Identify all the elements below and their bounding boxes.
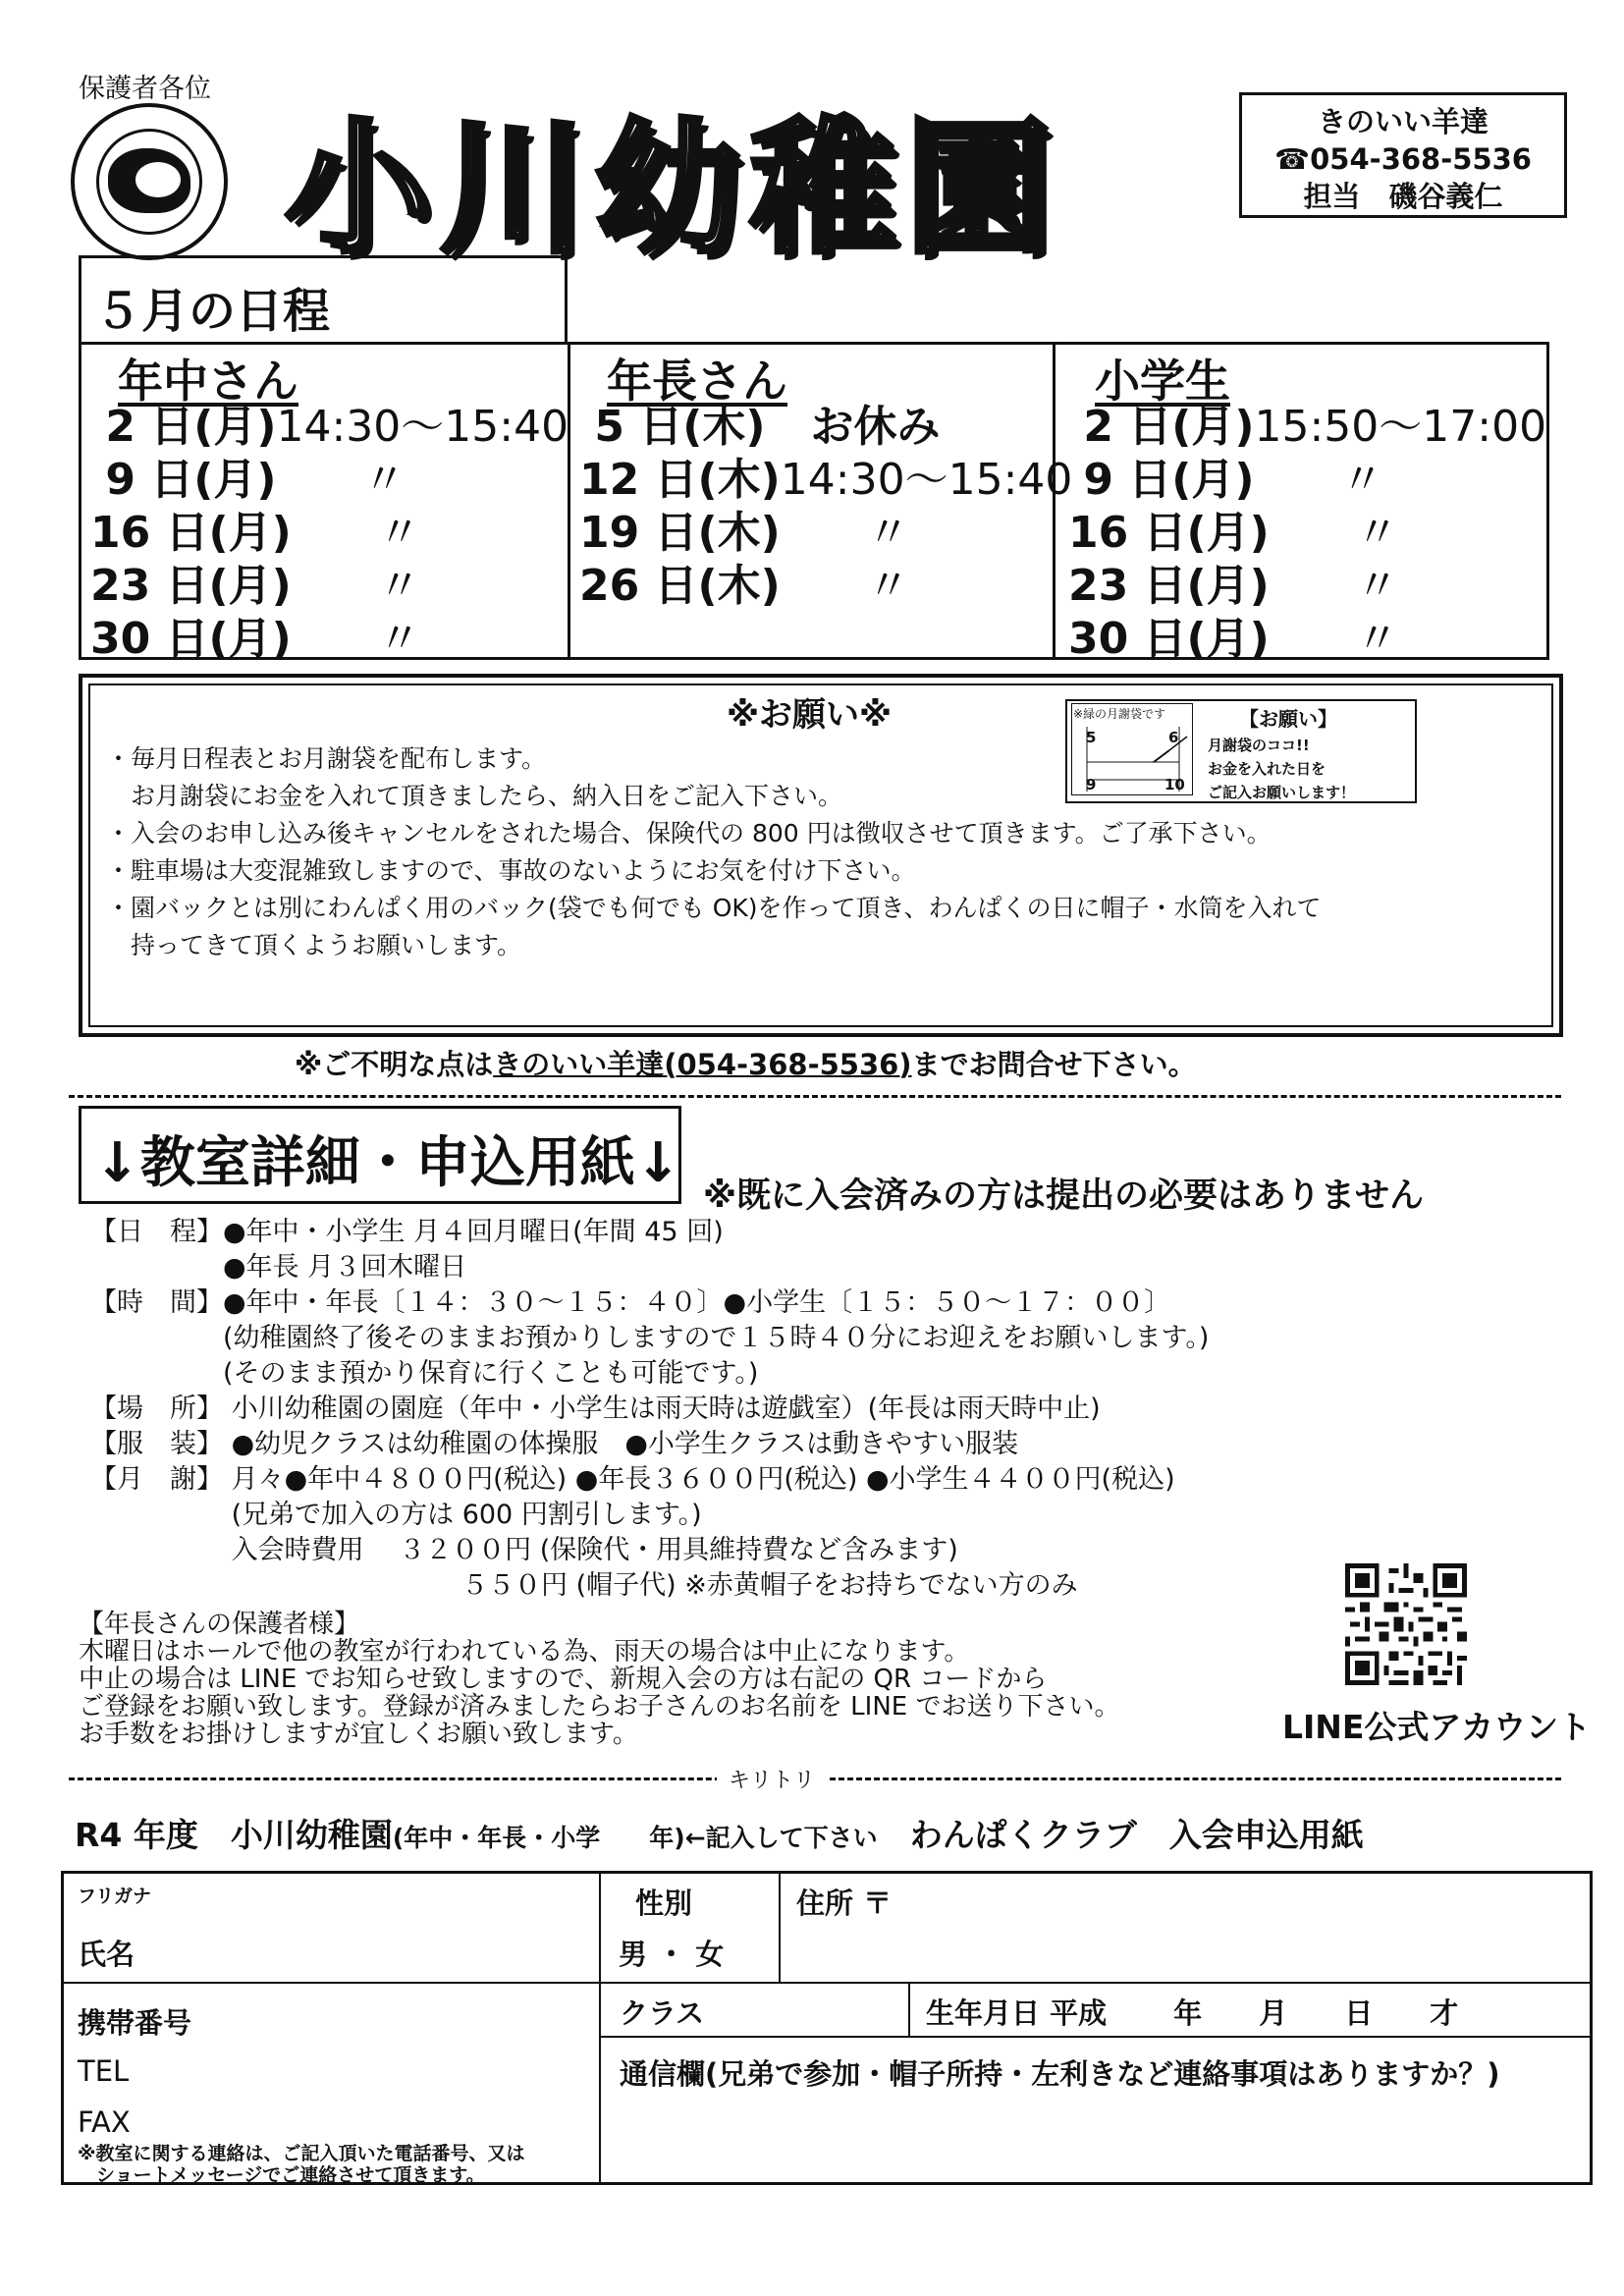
schedule-row: 23 日(月) 〃	[1068, 561, 1399, 611]
envelope-num: 9	[1086, 776, 1097, 793]
schedule-row: 30 日(月) 〃	[1068, 614, 1399, 664]
sex-label: 性別	[635, 1886, 693, 1920]
comment-label: 通信欄(兄弟で参加・帽子所持・左利きなど連絡事項はありますか？)	[620, 2057, 1500, 2091]
contact-note: ショートメッセージでご連絡させて頂きます。	[78, 2164, 485, 2186]
schedule-row: 12 日(木)14:30～15:40	[579, 455, 1073, 505]
furigana-input[interactable]	[201, 1880, 584, 1909]
notice-line: ・園バックとは別にわんぱく用のバック(袋でも何でも OK)を作って頂き、わんぱくの日に帽子・水筒を入れて	[106, 894, 1322, 922]
details-line: 【月 謝】 月々●年中４８００円(税込) ●年長３６００円(税込) ●小学生４４００円(税込)	[90, 1464, 1175, 1495]
details-title: ↓教室詳細・申込用紙↓	[94, 1131, 681, 1195]
application-form	[61, 1871, 1593, 2185]
class-input[interactable]	[712, 1988, 898, 2029]
form-divider	[599, 2036, 1590, 2038]
address-label: 住所 〒	[796, 1886, 893, 1920]
envelope-title: 【お願い】	[1239, 707, 1337, 731]
schedule-row: 23 日(月) 〃	[90, 561, 421, 611]
address-input[interactable]	[918, 1882, 1576, 1972]
guardian-line: ご登録をお願い致します。登録が済みましたらお子さんのお名前を LINE でお送り下さい。	[79, 1692, 1120, 1722]
envelope-text: ご記入お願いします！	[1208, 784, 1356, 801]
form-divider	[64, 1982, 1590, 1984]
comment-input[interactable]	[620, 2096, 1582, 2176]
guardian-line: お手数をお掛けしますが宜しくお願い致します。	[79, 1720, 638, 1749]
contact-note: ※教室に関する連絡は、ご記入頂いた電話番号、又は	[78, 2143, 525, 2164]
notice-line: ・毎月日程表とお月謝袋を配布します。	[106, 744, 547, 773]
schedule-row: 9 日(月) 〃	[1068, 455, 1384, 505]
column-head-nencho: 年長さん	[607, 355, 787, 408]
contact-name: きのいい羊達	[1317, 105, 1489, 138]
fax-input[interactable]	[152, 2102, 584, 2137]
class-label: クラス	[620, 1996, 705, 2030]
tel-label: TEL	[78, 2054, 130, 2088]
kindergarten-logo	[71, 103, 228, 260]
furigana-label: フリガナ	[78, 1886, 152, 1907]
notice-heading: ※お願い※	[727, 695, 893, 735]
contact-box	[1239, 92, 1567, 218]
guardian-line: 【年長さんの保護者様】	[79, 1610, 360, 1639]
sheep-face-icon	[135, 162, 181, 197]
column-head-nenchu: 年中さん	[118, 355, 298, 408]
envelope-num: 5	[1086, 729, 1097, 746]
guardian-line: 木曜日はホールで他の教室が行われている為、雨天の場合は中止になります。	[79, 1637, 970, 1667]
line-account-label: LINE公式アカウント	[1282, 1708, 1592, 1746]
details-line: 【服 装】 ●幼児クラスは幼稚園の体操服 ●小学生クラスは動きやすい服装	[90, 1429, 1019, 1459]
inquiry-contact: きのいい羊達(054-368-5536)	[493, 1048, 912, 1081]
details-note: ※既に入会済みの方は提出の必要はありません	[703, 1176, 1425, 1216]
envelope-tag: ※緑の月謝袋です	[1073, 707, 1166, 721]
notice-line: ・駐車場は大変混雑致しますので、事故のないようにお気を付け下さい。	[106, 856, 916, 885]
inquiry-line: ※ご不明な点はきのいい羊達(054-368-5536)までお問合せ下さい。	[295, 1048, 1197, 1081]
schedule-row: 26 日(木) 〃	[579, 561, 910, 611]
details-line: ５５０円 (帽子代) ※赤黄帽子をお持ちでない方のみ	[90, 1570, 1078, 1601]
form-title: R4 年度 小川幼稚園(年中・年長・小学 年)←記入して下さい わんぱくクラブ 入会申込用紙	[75, 1816, 1364, 1854]
page-title: 小川幼稚園	[285, 104, 1060, 273]
details-list	[90, 1215, 1209, 1604]
schedule-row: 19 日(木) 〃	[579, 508, 910, 558]
sex-options[interactable]: 男 ・ 女	[619, 1938, 725, 1971]
schedule-row: 16 日(月) 〃	[1068, 508, 1399, 558]
birthdate-label: 生年月日 平成 年 月 日 才	[926, 1996, 1459, 2030]
addressee: 保護者各位	[79, 74, 211, 104]
schedule-row: 5 日(木) お休み	[579, 402, 941, 452]
details-line: 【日 程】●年中・小学生 月４回月曜日(年間 45 回)	[90, 1217, 724, 1247]
schedule-column-nenchu	[90, 401, 568, 666]
cut-label: キリトリ	[717, 1764, 827, 1794]
envelope-num: 10	[1164, 776, 1185, 793]
schedule-row: 9 日(月) 〃	[90, 455, 406, 505]
details-line: (兄弟で加入の方は 600 円割引します。)	[90, 1500, 702, 1530]
schedule-title: ５月の日程	[94, 284, 331, 339]
details-line: ●年長 月３回木曜日	[90, 1252, 467, 1283]
contact-phone: ☎054-368-5536	[1274, 142, 1532, 176]
schedule-row: 16 日(月) 〃	[90, 508, 421, 558]
column-head-shogakusei: 小学生	[1095, 355, 1230, 408]
details-line: 【時 間】●年中・年長〔１４：３０～１５：４０〕●小学生〔１５：５０～１７：００〕	[90, 1287, 1171, 1318]
fax-label: FAX	[78, 2105, 131, 2139]
details-line: 【場 所】 小川幼稚園の園庭（年中・小学生は雨天時は遊戯室）(年長は雨天時中止)	[90, 1394, 1101, 1424]
schedule-column-nencho	[579, 401, 1072, 613]
guardian-notice	[79, 1611, 1119, 1748]
schedule-row: 2 日(月)15:50～17:00	[1068, 402, 1547, 452]
form-divider	[779, 1874, 781, 1982]
name-input[interactable]	[162, 1927, 584, 1970]
schedule-row: 30 日(月) 〃	[90, 614, 421, 664]
mobile-label: 携帯番号	[78, 2006, 192, 2040]
envelope-text: 月謝袋のココ!!	[1208, 737, 1310, 754]
notice-line: お月謝袋にお金を入れて頂きましたら、納入日をご記入下さい。	[106, 782, 843, 810]
envelope-num: 6	[1168, 729, 1179, 746]
details-line: 入会時費用 ３２００円 (保険代・用具維持費など含みます)	[90, 1535, 958, 1565]
schedule-column-shogakusei	[1068, 401, 1546, 666]
guardian-line: 中止の場合は LINE でお知らせ致しますので、新規入会の方は右記の QR コードから	[79, 1665, 1048, 1694]
dashed-separator	[69, 1095, 1561, 1098]
name-label: 氏名	[78, 1938, 135, 1971]
envelope-text: お金を入れた日を	[1208, 760, 1326, 778]
form-divider	[599, 1874, 601, 2182]
schedule-row: 2 日(月)14:30～15:40	[90, 402, 569, 452]
notice-line: ・入会のお申し込み後キャンセルをされた場合、保険代の 800 円は徴収させて頂きます。ご了承下さい。	[106, 819, 1272, 847]
notice-line: 持ってきて頂くようお願いします。	[106, 931, 522, 959]
form-divider	[908, 1982, 910, 2036]
qr-code-icon[interactable]	[1345, 1563, 1467, 1685]
cut-line	[69, 1764, 1561, 1793]
contact-staff: 担当 磯谷義仁	[1303, 180, 1503, 213]
tel-input[interactable]	[152, 2050, 584, 2086]
details-line: (そのまま預かり保育に行くことも可能です。)	[90, 1358, 759, 1389]
details-line: (幼稚園終了後そのままお預かりしますので１５時４０分にお迎えをお願いします。)	[90, 1323, 1210, 1353]
